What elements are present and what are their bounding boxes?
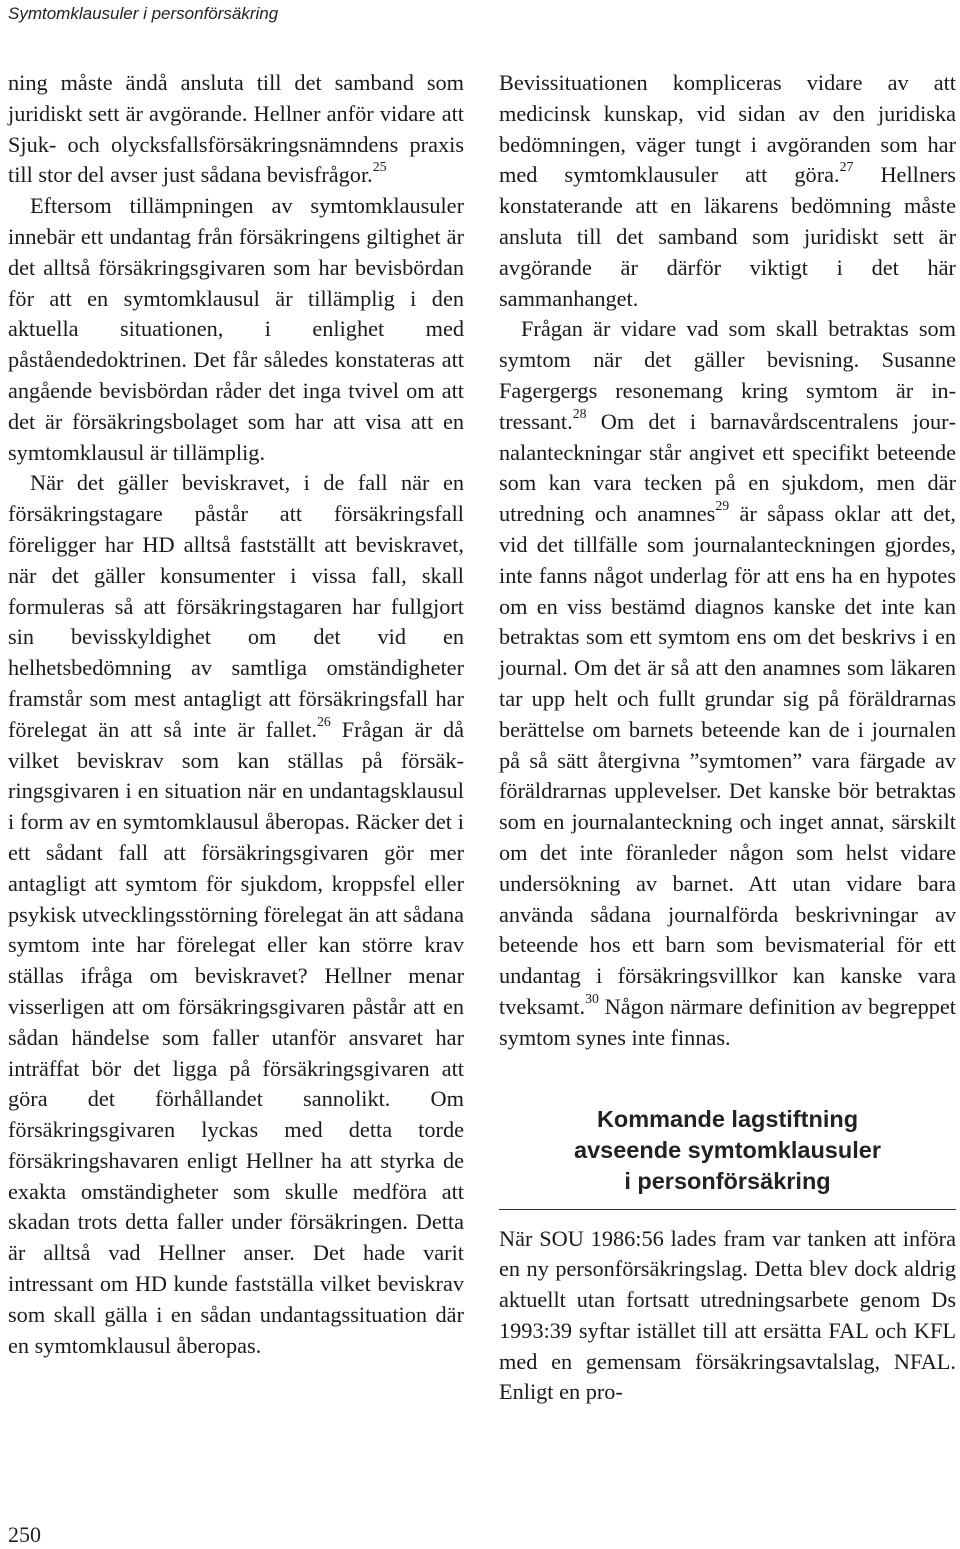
right-column xyxy=(499,68,956,1408)
left-column xyxy=(8,68,464,1361)
paragraph: Eftersom tillämpningen av symtomklausuler innebär ett undantag från försäkringens giltighet är det alltså försäkringsgivaren som har bevisbördan för att en symtomklausul är tillämplig i den aktuella situationen, i enlighet med påståendedoktrinen. Det får således konstateras att angående bevisbördan råder det inga tvivel om att det är försäkringsbolaget som har att visa att en symtomklausul är tillämplig. xyxy=(8,193,464,465)
paragraph: Frågan är vidare vad som skall betraktas som symtom när det gäller bevisning. Susanne Fagergergs resonemang kring symtom är intressant.$^{28}$ Om det i barnavårdscentralens journalanteckningar står angivet ett specifikt beteende som kan vara tecken på en sjukdom, men där utredning och anamnes$^{29}$ är såpass oklar att det, vid det tillfälle som journalanteckningen gjordes, inte fanns något underlag för att ens ha en hypotes om en viss bestämd diagnos kanske det inte kan betraktas som ett symtom ens om det beskrivs i en journal. Om det är så att den anamnes som läkaren tar upp helt och fullt grundar sig på föräldrarnas berättelse om barnets beteende kan de i journalen på så sätt återgivna ”symtomen” vara färgade av föräldrarnas upplevelser. Det kanske bör betraktas som en journalanteckning och inget annat, särskilt om det inte föranleder någon som helst vidare undersökning av barnet. Att utan vidare bara använda sådana journalförda beskrivningar av beteende hos ett barn som bevismaterial för ett undantag i försäkringsvillkor kan kanske vara tveksamt.$^{30}$ Någon närmare definition av begreppet symtom synes inte finnas. xyxy=(499,316,957,1050)
footnote-ref: 28 xyxy=(572,405,587,421)
heading-divider xyxy=(499,1209,956,1210)
section-heading: Kommande lagstiftning avseende symtomklausuler i personförsäkring xyxy=(574,1105,881,1194)
footnote-ref: 30 xyxy=(585,991,599,1006)
paragraph: Bevissituationen kompliceras vidare av att medicinsk kunskap, vid sidan av den juridiska bedömningen, väger tungt i avgöranden som har med symtomklausuler att göra.$^{27}$ Hellners konstaterande att en läkarens bedömning måste ansluta till det samband som juridiskt sett är avgörande är därför viktigt i det här sammanhanget. xyxy=(499,70,956,311)
page-number: 250 xyxy=(8,1522,41,1547)
running-head: Symtomklausuler i personförsäkring xyxy=(8,4,279,23)
paragraph: När det gäller beviskravet, i de fall när en försäkringstagare påstår att försäkringsfall föreligger har HD alltså fastställt att beviskravet, när det gäller konsumenter i vissa fall, skall formuleras så att försäkringstagaren har fullgjort sin bevisskyldighet om det vid en helhetsbedömning av samtliga omständigheter framstår som mest antagligt att försäkringsfall har förelegat än att så inte är fallet.$^{26}$ Frågan är då vilket beviskrav som kan ställas på försäkringsgivaren i en situation när en undantagsklausul i form av en symtomklausul åberopas. Räcker det i ett sådant fall att försäkringsgivaren gör mer antagligt att symtom för sjukdom, kroppsfel eller psykisk utvecklingsstörning förelegat än att sådana symtom inte har förelegat eller kan större krav ställas ifråga om beviskravet? Hellner menar visserligen att om försäkringsgivaren påstår att en sådan händelse som faller utanför ansvaret har inträffat bör det ligga på försäkringsgivaren att göra det förhållandet sannolikt. Om försäkringsgivaren lyckas med detta torde försäkringshavaren enligt Hellner ha att styrka de exakta omständigheter som skulle medföra att skadan trots detta faller under försäkringen. Detta är alltså vad Hellner anser. Det hade varit intressant om HD kunde fastställa vilket beviskrav som skall gälla i en sådan undantagssituation där en symtomklausul åberopas. xyxy=(8,470,464,1358)
footnote-ref: 25 xyxy=(372,159,387,175)
footnote-ref: 29 xyxy=(715,498,730,514)
paragraph: ning måste ändå ansluta till det samband som juridiskt sett är avgörande. Hellner anför vidare att Sjuk- och olycksfallsförsäkringsnämndens praxis till stor del avser just sådana bevisfrågor.$^{25}$ xyxy=(8,70,464,188)
footnote-ref: 26 xyxy=(317,713,331,729)
paragraph: När SOU 1986:56 lades fram var tanken att införa en ny personförsäkringslag. Detta blev dock aldrig aktuellt utan fortsatt utredningsarbete genom Ds 1993:39 syftar istället till att ersätta FAL och KFL med en gemensam försäkringsavtalslag, NFAL. Enligt en pro- xyxy=(499,1225,956,1405)
footnote-ref: 27 xyxy=(839,159,854,175)
